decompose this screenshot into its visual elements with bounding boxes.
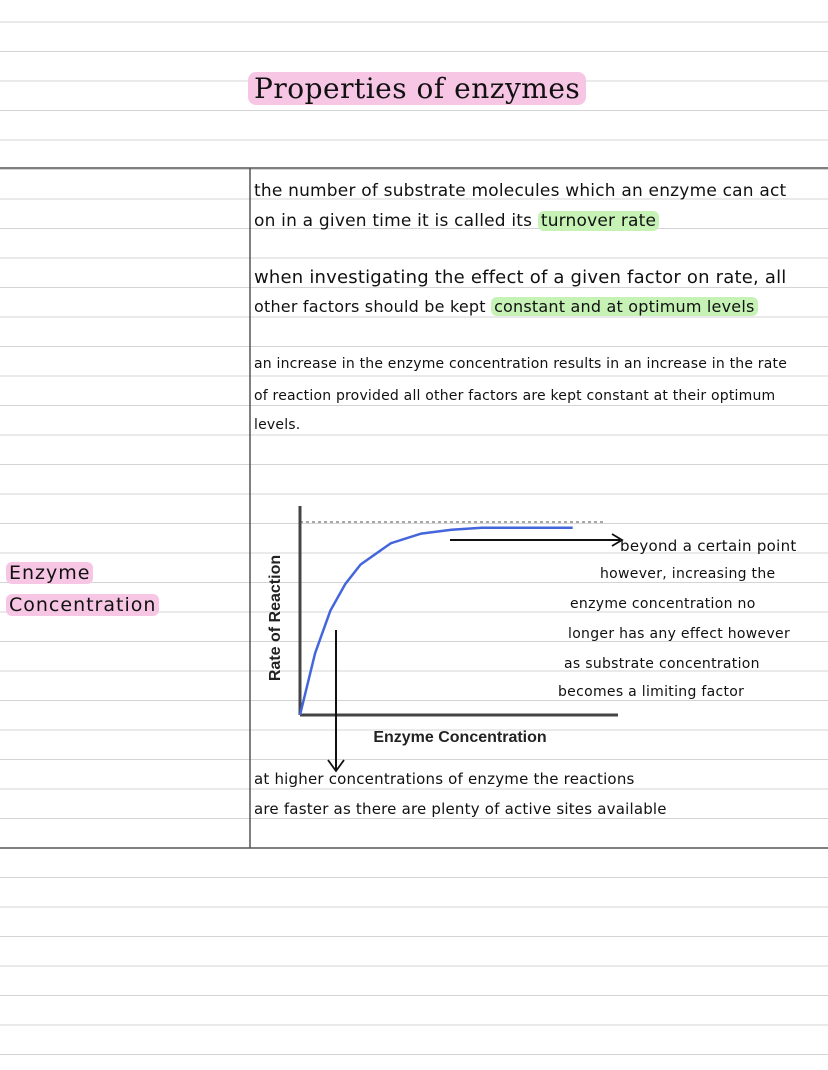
higher-line2: are faster as there are plenty of active sites available [254, 800, 667, 818]
constant-optimum-highlight: constant and at optimum levels [491, 297, 757, 316]
annotation-line2: however, increasing the [600, 566, 776, 582]
y-axis-label: Rate of Reaction [267, 554, 284, 682]
side-label-line1 [6, 562, 93, 584]
investigate-line2-prefix: other factors should be kept [254, 297, 486, 316]
enzyme-rate-graph [258, 470, 618, 800]
annotation-line6: becomes a limiting factor [558, 684, 745, 700]
increase-line3: levels. [254, 417, 301, 433]
side-label-text1: Enzyme [6, 562, 93, 584]
turnover-rate-highlight: turnover rate [538, 211, 659, 231]
annotation-line3: enzyme concentration no [570, 596, 756, 612]
turnover-line2 [254, 211, 828, 231]
investigate-line1: when investigating the effect of a given factor on rate, all [254, 267, 787, 288]
annotation-line1: beyond a certain point [620, 537, 797, 555]
side-label-text2: Concentration [6, 594, 159, 616]
page-title [248, 72, 586, 105]
annotation-line5: as substrate concentration [564, 656, 760, 672]
higher-line1: at higher concentrations of enzyme the reactions [254, 770, 635, 788]
turnover-line1: the number of substrate molecules which an enzyme can act [254, 181, 787, 201]
rate-curve [300, 528, 573, 715]
increase-line2: of reaction provided all other factors are kept constant at their optimum [254, 388, 776, 404]
page-title-text: Properties of enzymes [248, 72, 586, 105]
turnover-line2-prefix: on in a given time it is called its [254, 211, 533, 231]
x-axis-label: Enzyme Concentration [373, 729, 547, 746]
increase-line1: an increase in the enzyme concentration results in an increase in the rate [254, 356, 788, 372]
investigate-line2 [254, 297, 828, 316]
annotation-line4: longer has any effect however [568, 626, 790, 642]
side-label-line2 [6, 594, 159, 616]
